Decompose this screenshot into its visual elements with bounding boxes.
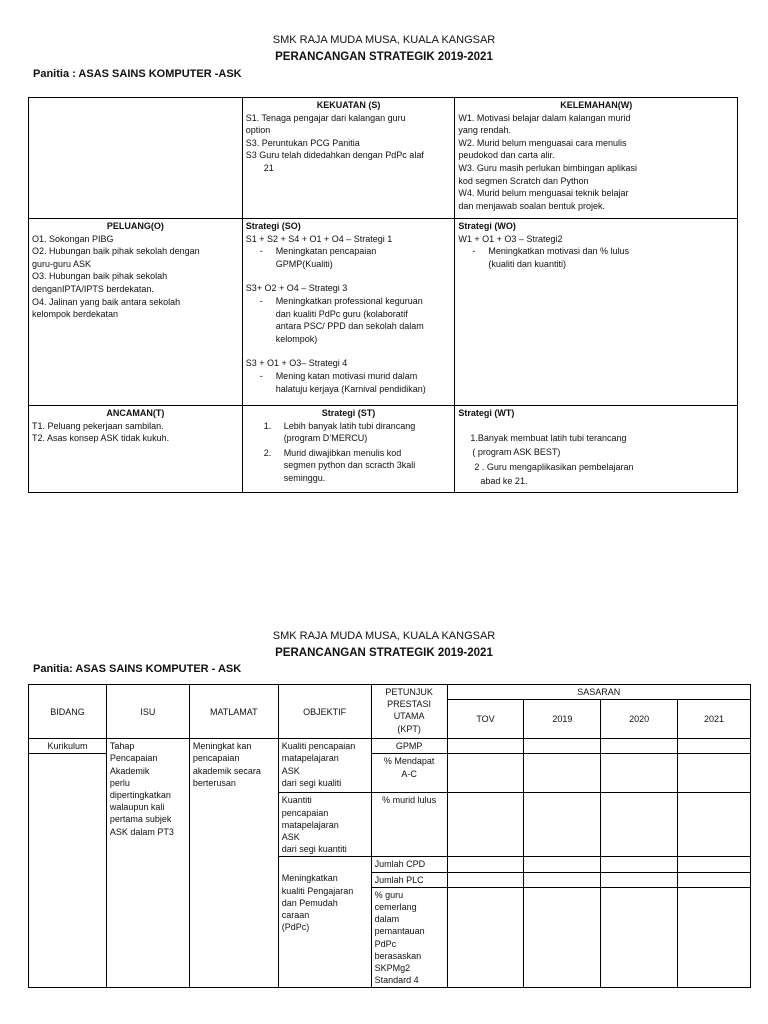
st-item-2 [246,447,452,485]
list-number: 1. [263,420,272,431]
matlamat-cell [189,739,278,988]
kpt-mendapat [371,754,447,793]
strategy-2-formula: W1 + O1 + O3 – Strategi2 [458,233,563,244]
target-cell [447,793,524,857]
objektif-line: dan Pemudah [281,897,338,908]
header-2019: 2019 [524,700,601,739]
kekuatan-line: S3 Guru telah didedahkan dengan PdPc alaf [245,150,424,161]
swot-empty-cell [29,98,243,219]
strategy-2-line: (kualiti dan kuantiti) [488,258,566,269]
header-kpt-line: UTAMA [393,711,425,722]
objektif-pdpc [278,857,371,988]
wt-line: abad ke 21. [480,476,528,487]
target-cell [524,872,601,887]
peluang-line: O1. Sokongan PIBG [32,233,114,244]
objektif-line: Kualiti pencapaian [281,741,356,752]
objektif-line: ASK [281,765,300,776]
kekuatan-line: S1. Tenaga pengajar dari kalangan guru [245,112,406,123]
matlamat-line: pencapaian [192,753,240,764]
header-matlamat: MATLAMAT [189,685,278,739]
strategy-3-line: antara PSC/ PPD dan sekolah dalam [275,321,424,332]
kpt-line: SKPMg2 [374,963,411,974]
isu-line: perlu [109,777,130,788]
swot-row-strengths [29,98,738,219]
kpt-cpd: Jumlah CPD [371,857,447,872]
kpt-line: % guru [374,889,404,900]
objektif-kualiti [278,739,371,793]
isu-line: Akademik [109,765,150,776]
strategi-so-cell [242,219,455,406]
peluang-line: O2. Hubungan baik pihak sekolah dengan [32,246,200,257]
strategy-4-line: Mening katan motivasi murid dalam [275,370,418,381]
ancaman-line: T1. Peluang pekerjaan sambilan. [32,420,164,431]
ancaman-line: T2. Asas konsep ASK tidak kukuh. [32,433,170,444]
target-cell [524,857,601,872]
peluang-line: O4. Jalinan yang baik antara sekolah [32,296,181,307]
plan-table [28,684,751,988]
swot-table [28,97,738,493]
bidang-kurikulum: Kurikulum [29,739,107,754]
header-kpt-line: (KPT) [397,723,421,734]
target-cell [601,872,678,887]
header-isu: ISU [106,685,189,739]
objektif-line: caraan [281,910,310,921]
strategi-st-header: Strategi (ST) [321,408,376,418]
kpt-lulus: % murid lulus [371,793,447,857]
dash-bullet: - [472,246,476,257]
target-cell [678,754,751,793]
swot-row-opportunities [29,219,738,406]
matlamat-line: berterusan [192,777,236,788]
kelemahan-line: dan menjawab soalan bentuk projek. [458,200,606,211]
peluang-line: O3. Hubungan baik pihak sekolah [32,271,168,282]
strategy-4-line: halatuju kerjaya (Karnival pendidikan) [275,383,426,394]
kpt-line: A-C [401,768,417,779]
header-objektif: OBJEKTIF [278,685,371,739]
target-cell [447,857,524,872]
strategi-wt-header: Strategi (WT) [458,408,515,418]
strategy-3-line: kelompok) [275,333,318,344]
plan-title-2: PERANCANGAN STRATEGIK 2019-2021 [275,647,493,659]
strategi-wo-header: Strategi (WO) [458,221,516,231]
strategy-1-line: GPMP(Kualiti) [275,258,333,269]
kelemahan-line: yang rendah. [458,125,511,136]
target-cell [678,793,751,857]
kelemahan-line: peudokod dan carta alir. [458,150,555,161]
swot-row-threats [29,406,738,493]
objektif-line: kualiti Pengajaran [281,885,354,896]
kelemahan-line: W1. Motivasi belajar dalam kalangan murid [458,112,631,123]
target-cell [601,739,678,754]
kpt-line: % Mendapat [383,756,435,767]
target-cell [678,872,751,887]
ancaman-cell [29,406,243,493]
kpt-plc: Jumlah PLC [371,872,447,887]
strategy-2-item [458,245,734,270]
isu-line: dipertingkatkan [109,790,171,801]
strategy-3-item [246,295,452,345]
isu-line: walaupun kali [109,802,165,813]
kelemahan-line: W4. Murid belum menguasai teknik belajar [458,188,629,199]
dash-bullet: - [259,246,263,257]
wt-line: 1.Banyak membuat latih tubi terancang [470,432,627,443]
target-cell [447,887,524,988]
matlamat-line: akademik secara [192,765,261,776]
header-2020: 2020 [601,700,678,739]
spacer [458,420,734,432]
header-kpt-line: PRESTASI [387,699,432,710]
panitia-label: Panitia : ASAS SAINS KOMPUTER -ASK [33,68,242,80]
target-cell [678,887,751,988]
strategi-wt-cell [455,406,738,493]
plan-title: PERANCANGAN STRATEGIK 2019-2021 [275,51,493,63]
objektif-line: Kuantiti [281,795,312,806]
target-cell [524,739,601,754]
spacer [246,345,452,357]
objektif-line: Meningkatkan [281,873,338,884]
spacer [282,858,368,872]
objektif-line: ASK [281,832,300,843]
target-cell [678,857,751,872]
st-item-line: Murid diwajibkan menulis kod [283,447,402,458]
spacer [246,270,452,282]
target-cell [678,739,751,754]
wt-line: 2 . Guru mengaplikasikan pembelajaran [474,461,634,472]
strategy-4-formula: S3 + O1 + O3– Strategi 4 [245,358,348,369]
school-name: SMK RAJA MUDA MUSA, KUALA KANGSAR [272,34,496,46]
kpt-line: Standard 4 [374,975,419,986]
strategi-wo-cell [455,219,738,406]
isu-line: ASK dalam PT3 [109,826,174,837]
st-item-line: segmen python dan scracth 3kali [283,460,416,471]
header-2021: 2021 [678,700,751,739]
isu-cell [106,739,189,988]
strategy-1-line: Meningkatan pencapaian [275,246,377,257]
target-cell [524,793,601,857]
target-cell [524,754,601,793]
header-bidang: BIDANG [29,685,107,739]
list-number: 2. [263,447,272,458]
header-tov: TOV [447,700,524,739]
kelemahan-header: KELEMAHAN(W) [560,100,633,110]
kelemahan-line: W2. Murid belum menguasai cara menulis [458,137,627,148]
target-cell [524,887,601,988]
matlamat-line: Meningkat kan [192,741,252,752]
kelemahan-line: kod segmen Scratch dan Python [458,175,589,186]
dash-bullet: - [259,295,263,306]
st-item-1 [246,420,452,445]
kelemahan-line: W3. Guru masih perlukan bimbingan aplikasi [458,162,637,173]
target-cell [447,754,524,793]
strategy-3-formula: S3+ O2 + O4 – Strategi 3 [245,283,348,294]
objektif-line: matapelajaran [281,819,339,830]
strategy-4-item [246,370,452,395]
target-cell [447,739,524,754]
strategy-2-line: Meningkatkan motivasi dan % lulus [488,246,629,257]
peluang-header: PELUANG(O) [106,221,164,231]
kekuatan-cell [242,98,455,219]
strategy-3-line: dan kualiti PdPc guru (kolaboratif [275,308,408,319]
bidang-empty [29,754,107,988]
st-item-line: (program D’MERCU) [283,433,368,444]
peluang-cell [29,219,243,406]
objektif-kuantiti [278,793,371,857]
isu-line: Tahap [109,741,135,752]
peluang-line: denganIPTA/IPTS berdekatan. [32,283,154,294]
target-cell [601,887,678,988]
peluang-line: guru-guru ASK [32,258,92,269]
strategi-so-header: Strategi (SO) [245,221,301,231]
kekuatan-line: option [245,125,271,136]
kelemahan-cell [455,98,738,219]
strategi-st-cell [242,406,455,493]
objektif-line: (PdPc) [281,922,310,933]
kpt-line: cemerlang [374,902,417,913]
strategy-3-line: Meningkatkan professional keguruan [275,295,423,306]
panitia-label-2: Panitia: ASAS SAINS KOMPUTER - ASK [33,663,242,675]
wt-line: ( program ASK BEST) [472,447,561,458]
kpt-line: dalam [374,914,400,925]
kekuatan-line: S3. Peruntukan PCG Panitia [245,137,360,148]
kpt-line: pemantauan [374,926,425,937]
header-row [29,685,751,700]
st-item-line: Lebih banyak latih tubi dirancang [283,420,416,431]
school-name-2: SMK RAJA MUDA MUSA, KUALA KANGSAR [272,630,496,642]
kpt-line: berasaskan [374,950,422,961]
target-cell [447,872,524,887]
kpt-guru [371,887,447,988]
kekuatan-header: KEKUATAN (S) [316,100,381,110]
target-cell [601,754,678,793]
objektif-line: matapelajaran [281,753,339,764]
target-cell [601,857,678,872]
header-sasaran: SASARAN [447,685,750,700]
peluang-line: kelompok berdekatan [32,309,119,320]
kpt-line: PdPc [374,938,397,949]
isu-line: pertama subjek [109,814,172,825]
kpt-gpmp: GPMP [371,739,447,754]
ancaman-header: ANCAMAN(T) [106,408,165,418]
strategy-1-item [246,245,452,270]
row-gpmp [29,739,751,754]
st-item-line: seminggu. [283,472,326,483]
kekuatan-line: 21 [263,162,274,173]
objektif-line: dari segi kualiti [281,777,342,788]
header-kpt-line: PETUNJUK [385,687,433,697]
objektif-line: pencapaian [281,807,329,818]
header-kpt [371,685,447,739]
strategy-1-formula: S1 + S2 + S4 + O1 + O4 – Strategi 1 [245,233,393,244]
objektif-line: dari segi kuantiti [281,844,347,855]
target-cell [601,793,678,857]
dash-bullet: - [259,370,263,381]
isu-line: Pencapaian [109,753,158,764]
